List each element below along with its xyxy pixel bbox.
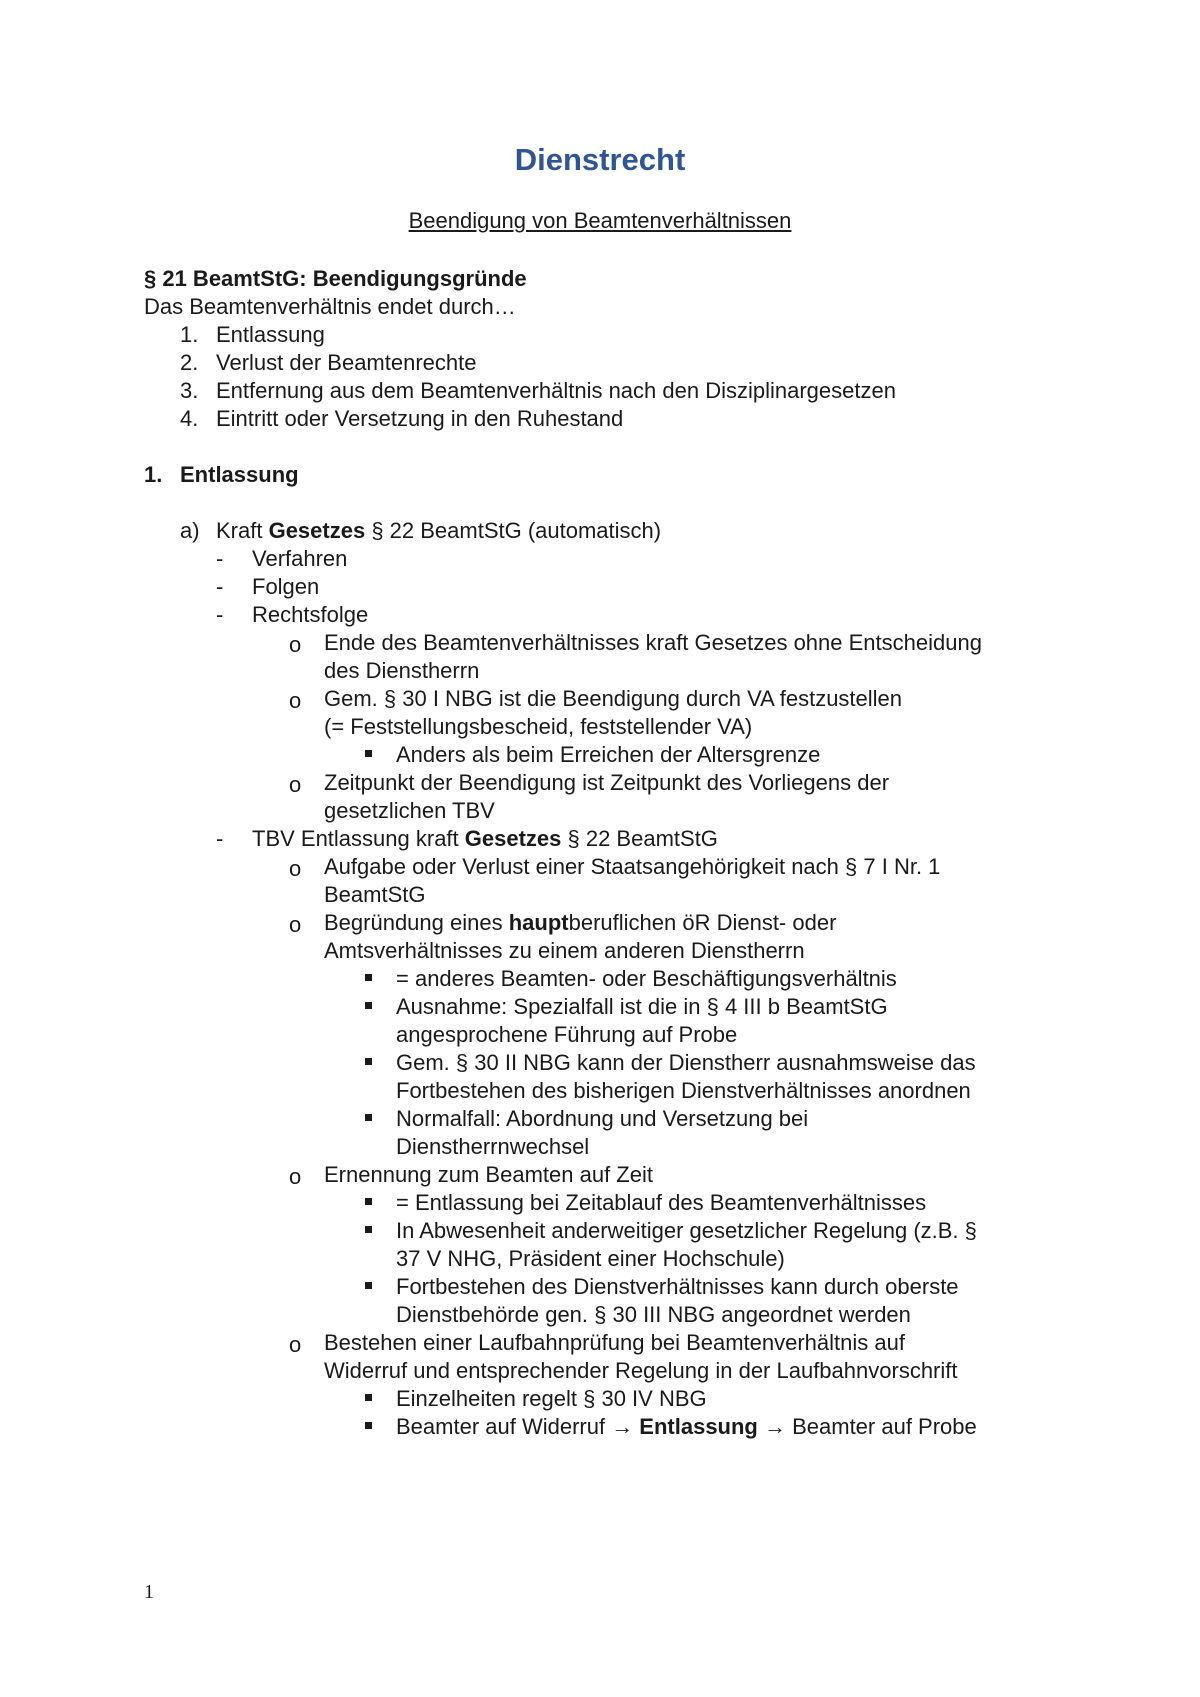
list-item: Ausnahme: Spezialfall ist die in § 4 III b BeamtStG <box>396 994 888 1019</box>
square-bullet-icon <box>365 1282 372 1289</box>
list-item: Ende des Beamtenverhältnisses kraft Gesetzes ohne Entscheidung <box>324 630 982 655</box>
page-title: Dienstrecht <box>514 142 686 177</box>
section-heading-entlassung: Entlassung <box>180 462 299 487</box>
circle-bullet: o <box>289 856 302 881</box>
list-item: Begründung eines hauptberuflichen öR Dienst- oder <box>324 910 837 935</box>
list-item-continued: 37 V NHG, Präsident einer Hochschule) <box>396 1246 785 1271</box>
list-item: Gem. § 30 I NBG ist die Beendigung durch VA festzustellen <box>324 686 903 711</box>
page-number: 1 <box>144 1581 154 1603</box>
square-bullet-icon <box>365 1198 372 1205</box>
list-item-continued: Dienstherrnwechsel <box>396 1134 590 1159</box>
square-bullet-icon <box>365 1114 372 1121</box>
list-item: Entfernung aus dem Beamtenverhältnis nach den Disziplinargesetzen <box>216 378 896 403</box>
list-item: Zeitpunkt der Beendigung ist Zeitpunkt des Vorliegens der <box>324 770 890 795</box>
list-item: Verlust der Beamtenrechte <box>216 350 477 375</box>
circle-bullet: o <box>289 1164 302 1189</box>
dash-bullet: - <box>216 546 224 571</box>
list-item: Entlassung <box>216 322 325 347</box>
list-item: Eintritt oder Versetzung in den Ruhestand <box>216 406 624 431</box>
square-bullet-icon <box>365 1422 372 1429</box>
list-item: Fortbestehen des Dienstverhältnisses kann durch oberste <box>396 1274 959 1299</box>
list-item-continued: des Dienstherrn <box>324 658 480 683</box>
list-number: 2. <box>180 350 199 375</box>
list-number: 4. <box>180 406 199 431</box>
dash-bullet: - <box>216 574 224 599</box>
list-item-continued: angesprochene Führung auf Probe <box>396 1022 738 1047</box>
list-item: Ernennung zum Beamten auf Zeit <box>324 1162 653 1187</box>
list-item: = anderes Beamten- oder Beschäftigungsverhältnis <box>396 966 897 991</box>
list-item-continued: BeamtStG <box>324 882 426 907</box>
circle-bullet: o <box>289 632 302 657</box>
list-item-continued: Fortbestehen des bisherigen Dienstverhältnisses anordnen <box>396 1078 971 1103</box>
section-intro: Das Beamtenverhältnis endet durch… <box>144 294 516 319</box>
list-item: Normalfall: Abordnung und Versetzung bei <box>396 1106 809 1131</box>
list-number: 1. <box>180 322 199 347</box>
page-subtitle: Beendigung von Beamtenverhältnissen <box>408 208 792 233</box>
dash-bullet: - <box>216 826 224 851</box>
list-item: Einzelheiten regelt § 30 IV NBG <box>396 1386 707 1411</box>
list-item: = Entlassung bei Zeitablauf des Beamtenverhältnisses <box>396 1190 927 1215</box>
square-bullet-icon <box>365 1002 372 1009</box>
section-number: 1. <box>144 462 163 487</box>
arrow-right-icon: → <box>763 1414 786 1439</box>
sublist-item-a: Kraft Gesetzes § 22 BeamtStG (automatisch) <box>216 518 662 543</box>
square-bullet-icon <box>365 1058 372 1065</box>
list-item: Aufgabe oder Verlust einer Staatsangehörigkeit nach § 7 I Nr. 1 <box>324 854 941 879</box>
list-item: Anders als beim Erreichen der Altersgrenze <box>396 742 821 767</box>
list-item-continued: (= Feststellungsbescheid, feststellender VA) <box>324 714 753 739</box>
square-bullet-icon <box>365 1226 372 1233</box>
list-item: Gem. § 30 II NBG kann der Dienstherr ausnahmsweise das <box>396 1050 976 1075</box>
list-item-continued: Dienstbehörde gen. § 30 III NBG angeordnet werden <box>396 1302 911 1327</box>
list-item: Rechtsfolge <box>252 602 369 627</box>
sublist-label: a) <box>180 518 200 543</box>
square-bullet-icon <box>365 974 372 981</box>
list-item: Folgen <box>252 574 320 599</box>
arrow-right-icon: → <box>611 1414 634 1439</box>
circle-bullet: o <box>289 912 302 937</box>
dash-bullet: - <box>216 602 224 627</box>
list-item: Bestehen einer Laufbahnprüfung bei Beamtenverhältnis auf <box>324 1330 905 1355</box>
circle-bullet: o <box>289 772 302 797</box>
list-number: 3. <box>180 378 199 403</box>
list-item-continued: Widerruf und entsprechender Regelung in der Laufbahnvorschrift <box>324 1358 958 1383</box>
square-bullet-icon <box>365 1394 372 1401</box>
section-heading-21: § 21 BeamtStG: Beendigungsgründe <box>144 266 527 291</box>
list-item: Beamter auf Widerruf → Entlassung → Beamter auf Probe <box>396 1414 977 1439</box>
list-item-continued: Amtsverhältnisses zu einem anderen Dienstherrn <box>324 938 805 963</box>
circle-bullet: o <box>289 688 302 713</box>
list-item: In Abwesenheit anderweitiger gesetzlicher Regelung (z.B. § <box>396 1218 977 1243</box>
list-item-continued: gesetzlichen TBV <box>324 798 495 823</box>
square-bullet-icon <box>365 750 372 757</box>
list-item-tbv: TBV Entlassung kraft Gesetzes § 22 BeamtStG <box>252 826 718 851</box>
circle-bullet: o <box>289 1332 302 1357</box>
list-item: Verfahren <box>252 546 348 571</box>
